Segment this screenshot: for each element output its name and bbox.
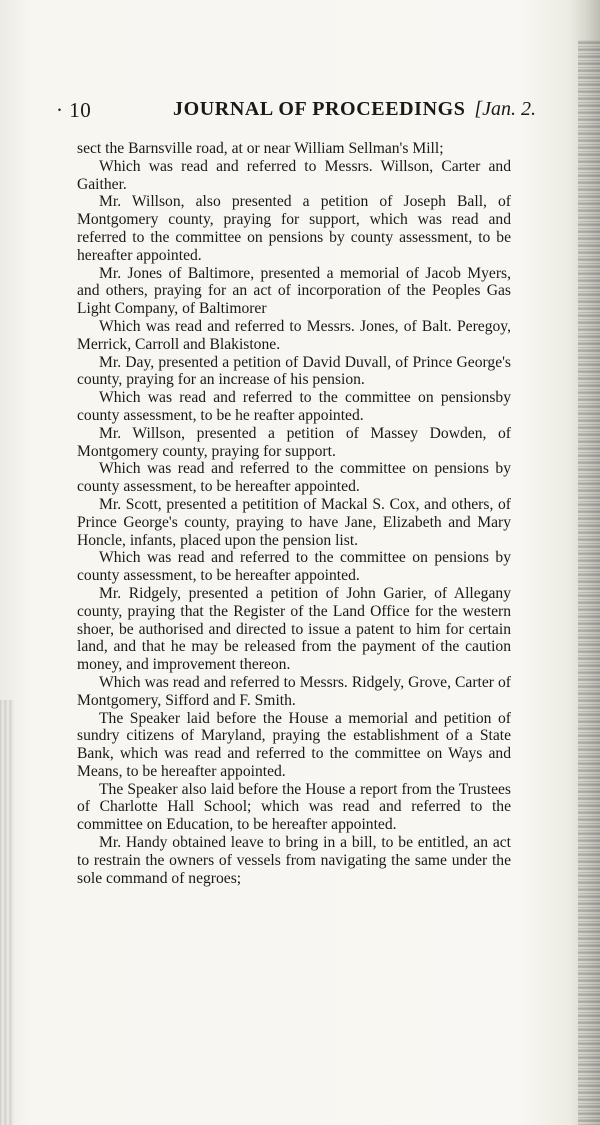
paragraph: Mr. Jones of Baltimore, presented a memorial of Jacob Myers, and others, praying for an act of incorporation of the Peoples Gas Light Company, of Baltimorer [77,264,511,318]
paragraph: Which was read and referred to the committee on pensionsby county assessment, to be he reafter appointed. [77,389,511,424]
paragraph: Which was read and referred to Messrs. Ridgely, Grove, Carter of Montgomery, Sifford and F. Smith. [77,673,511,709]
page-number: · 10 [56,98,92,122]
page-title: JOURNAL OF PROCEEDINGS [173,98,466,120]
paragraph: Mr. Willson, also presented a petition of Joseph Ball, of Montgomery county, praying for support, which was read and referred to the committee on pensions by county assessment, to be hereafter appointed. [77,193,511,264]
page-date: [Jan. 2. [474,98,536,120]
page-edge-shadow [578,40,600,1125]
body-text [77,140,511,887]
paragraph: Mr. Scott, presented a petitition of Mackal S. Cox, and others, of Prince George's county, praying to have Jane, Elizabeth and Mary Honcle, infants, placed upon the pension list. [77,495,511,549]
paragraph: Mr. Ridgely, presented a petition of John Garier, of Allegany county, praying that the Register of the Land Office for the western shoer, be authorised and directed to issue a patent to him for certain land, and that he may be released from the payment of the caution money, and improvement thereon. [77,584,511,674]
running-header [56,98,536,128]
paragraph: sect the Barnsville road, at or near William Sellman's Mill; [77,140,444,157]
paragraph: Which was read and referred to the committee on pensions by county assessment, to be hereafter appointed. [77,460,511,496]
paragraph: Mr. Handy obtained leave to bring in a bill, to be entitled, an act to restrain the owners of vessels from navigating the same under the sole command of negroes; [77,834,511,887]
paragraph: Which was read and referred to Messrs. Jones, of Balt. Peregoy, Merrick, Carroll and Blakistone. [77,317,511,353]
paragraph: Which was read and referred to Messrs. Willson, Carter and Gaither. [77,157,511,193]
paragraph: The Speaker laid before the House a memorial and petition of sundry citizens of Maryland, praying the establishment of a State Bank, which was read and referred to the committee on Ways and Means, to be hereafter appointed. [77,709,511,780]
paragraph: The Speaker also laid before the House a report from the Trustees of Charlotte Hall School; which was read and referred to the committee on Education, to be hereafter appointed. [77,780,511,834]
paragraph: Mr. Willson, presented a petition of Massey Dowden, of Montgomery county, praying for support. [77,424,511,460]
paragraph: Mr. Day, presented a petition of David Duvall, of Prince George's county, praying for an increase of his pension. [77,353,511,389]
binding-edge-shadow [0,700,14,1125]
paragraph: Which was read and referred to the committee on pensions by county assessment, to be hereafter appointed. [77,549,511,585]
